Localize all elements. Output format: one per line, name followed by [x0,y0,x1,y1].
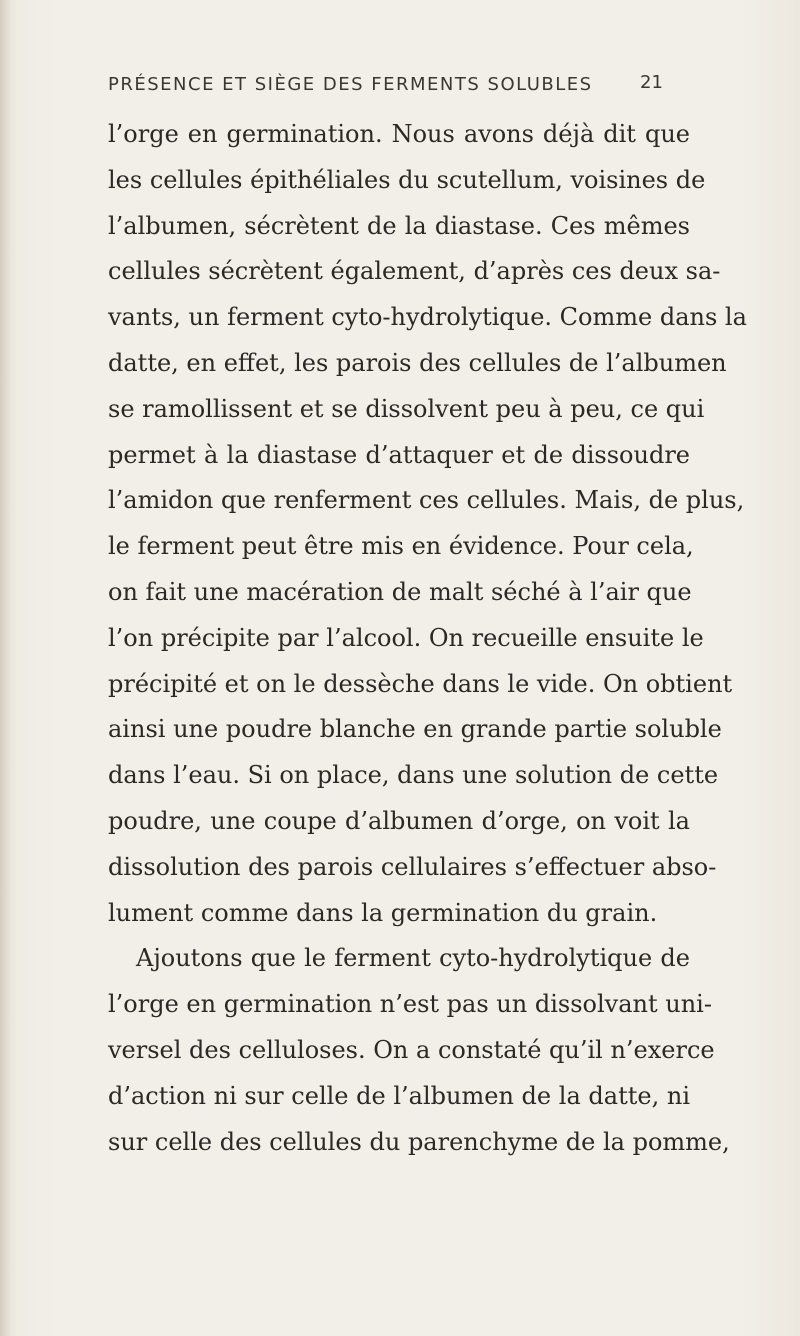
text-line: l’orge en germination n’est pas un dissolvant uni- [108,990,712,1019]
text-line: sur celle des cellules du parenchyme de la pomme, [108,1127,730,1156]
text-line: poudre, une coupe d’albumen d’orge, on voit la [108,806,690,835]
text-line: cellules sécrètent également, d’après ces deux sa- [108,257,721,286]
running-header: PRÉSENCE ET SIÈGE DES FERMENTS SOLUBLES [108,74,593,95]
text-line: vants, un ferment cyto-hydrolytique. Comme dans la [108,303,747,332]
page-number: 21 [640,72,663,93]
text-line: d’action ni sur celle de l’albumen de la datte, ni [108,1081,690,1110]
text-line: datte, en effet, les parois des cellules de l’albumen [108,348,727,377]
text-line: l’amidon que renferment ces cellules. Mais, de plus, [108,486,745,515]
paragraph-end-line: lument comme dans la germination du grain. [108,898,658,927]
text-line: le ferment peut être mis en évidence. Pour cela, [108,532,694,561]
text-line: l’on précipite par l’alcool. On recueille ensuite le [108,623,704,652]
body-text [108,112,747,1165]
text-line: l’orge en germination. Nous avons déjà dit que [108,120,690,148]
text-line: dans l’eau. Si on place, dans une solution de cette [108,761,719,790]
text-line: précipité et on le dessèche dans le vide. On obtient [108,669,733,698]
text-line: on fait une macération de malt séché à l’air que [108,577,692,606]
text-line: versel des celluloses. On a constaté qu’il n’exerce [108,1035,715,1064]
text-line: se ramollissent et se dissolvent peu à peu, ce qui [108,394,705,423]
page-binding-edge [0,0,10,1336]
text-line: permet à la diastase d’attaquer et de dissoudre [108,440,690,469]
paragraph-start-line: Ajoutons que le ferment cyto-hydrolytique de [136,944,690,973]
text-line: l’albumen, sécrètent de la diastase. Ces mêmes [108,211,690,240]
text-line: les cellules épithéliales du scutellum, voisines de [108,165,706,194]
text-line: dissolution des parois cellulaires s’effectuer abso- [108,852,717,881]
text-line: ainsi une poudre blanche en grande partie soluble [108,715,722,744]
